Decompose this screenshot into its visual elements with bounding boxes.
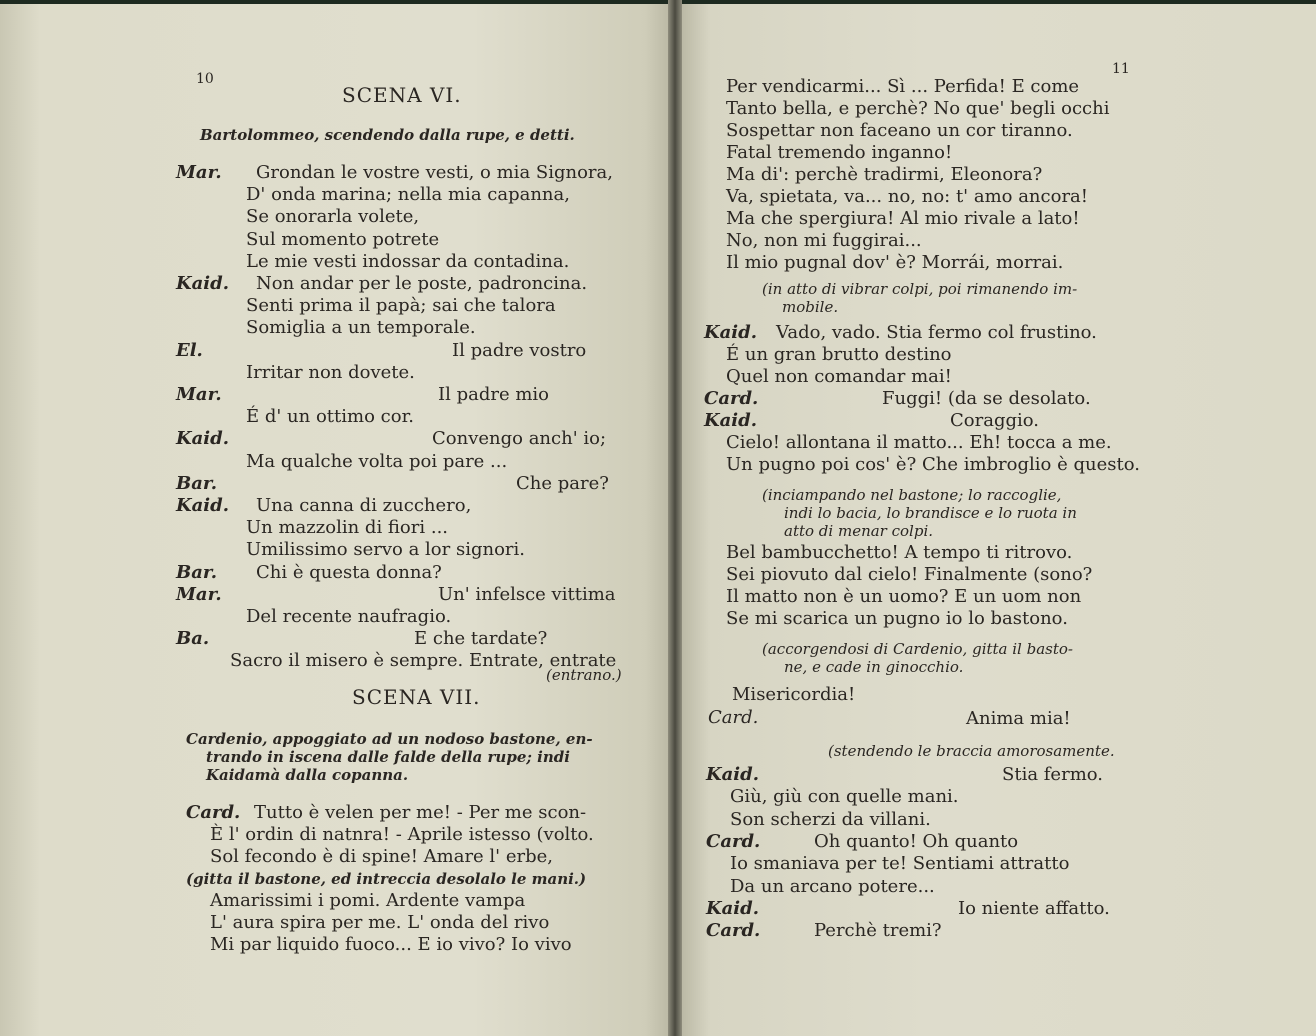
direction-3b: ne, e cade in ginocchio.	[784, 658, 964, 676]
dialogue-line: Del recente naufragio.	[246, 606, 452, 627]
speaker-label: Bar.	[176, 472, 217, 494]
speaker-label: Kaid.	[704, 410, 757, 431]
stage-direction-entrano: (entrano.)	[546, 666, 622, 684]
dialogue-line: Una canna di zucchero,	[256, 495, 472, 516]
direction-2c: atto di menar colpi.	[784, 522, 934, 540]
dialogue-line: É un gran brutto destino	[726, 344, 952, 365]
dialogue-line: Giù, giù con quelle mani.	[730, 786, 959, 808]
dialogue-line: Il mio pugnal dov' è? Morrái, morrai.	[726, 252, 1064, 273]
dialogue-line: Oh quanto! Oh quanto	[814, 830, 1019, 852]
direction-2b: indi lo bacia, lo brandisce e lo ruota in	[784, 504, 1077, 522]
dialogue-line: E che tardate?	[414, 628, 548, 650]
dialogue-line: Le mie vesti indossar da contadina.	[246, 250, 570, 272]
speaker-label: Kaid.	[176, 428, 229, 450]
dialogue-line: Da un arcano potere...	[730, 875, 935, 897]
direction-1a: (in atto di vibrar colpi, poi rimanendo im-	[762, 280, 1078, 298]
line-misericordia: Misericordia!	[732, 684, 856, 705]
dialogue-line: Mi par liquido fuoco... E io vivo? Io vivo	[210, 934, 572, 955]
scene-7-direction-1: Cardenio, appoggiato ad un nodoso bastone, en-	[186, 730, 593, 748]
dialogue-line: Fuggi! (da se desolato.	[882, 388, 1091, 409]
speaker-label: Mar.	[176, 162, 222, 183]
line-anima-mia: Anima mia!	[966, 708, 1071, 729]
direction-1b: mobile.	[782, 298, 839, 316]
dialogue-line: Convengo anch' io;	[432, 428, 607, 450]
speaker-label: Card.	[706, 830, 761, 852]
dialogue-line: Io smaniava per te! Sentiami attratto	[730, 853, 1070, 875]
scene-6-title: SCENA VI.	[342, 83, 462, 107]
dialogue-line: Tutto è velen per me! - Per me scon-	[254, 802, 587, 823]
dialogue-line: Il matto non è un uomo? E un uom non	[726, 586, 1082, 607]
dialogue-line: Non andar per le poste, padroncina.	[256, 273, 588, 294]
dialogue-line: Per vendicarmi... Sì ... Perfida! E come	[726, 76, 1080, 97]
scene-7-direction-3: Kaidamà dalla copanna.	[206, 766, 409, 784]
speaker-label: Kaid.	[704, 322, 757, 343]
dialogue-line: Sacro il misero è sempre. Entrate, entrate	[230, 650, 617, 672]
scene-6-direction: Bartolommeo, scendendo dalla rupe, e detti.	[200, 126, 575, 144]
speaker-card: Card.	[708, 707, 759, 728]
dialogue-line: Sei piovuto dal cielo! Finalmente (sono?	[726, 564, 1093, 585]
dialogue-line: (gitta il bastone, ed intreccia desolalo le mani.)	[186, 870, 587, 888]
dialogue-line: Se mi scarica un pugno io lo bastono.	[726, 608, 1068, 629]
dialogue-line: Un' infelsce vittima	[438, 583, 616, 605]
page-number-left: 10	[196, 71, 214, 87]
dialogue-line: Ma che spergiura! Al mio rivale a lato!	[726, 208, 1080, 229]
dialogue-line: Un mazzolin di fiori ...	[246, 517, 449, 539]
direction-3a: (accorgendosi di Cardenio, gitta il basto-	[762, 640, 1073, 658]
dialogue-line: Senti prima il papà; sai che talora	[246, 295, 556, 317]
dialogue-line: Cielo! allontana il matto... Eh! tocca a me.	[726, 432, 1112, 453]
dialogue-line: Va, spietata, va... no, no: t' amo ancora!	[726, 186, 1089, 207]
dialogue-line: Son scherzi da villani.	[730, 808, 931, 830]
dialogue-line: Coraggio.	[950, 410, 1039, 431]
dialogue-line: D' onda marina; nella mia capanna,	[246, 184, 570, 206]
dialogue-line: Che pare?	[516, 472, 609, 494]
speaker-label: Kaid.	[176, 273, 229, 294]
scene-7-title: SCENA VII.	[352, 685, 481, 709]
dialogue-line: No, non mi fuggirai...	[726, 230, 922, 251]
dialogue-line: Grondan le vostre vesti, o mia Signora,	[256, 162, 613, 183]
dialogue-line: Un pugno poi cos' è? Che imbroglio è questo.	[726, 454, 1140, 475]
dialogue-line: Sol fecondo è di spine! Amare l' erbe,	[210, 846, 554, 867]
speaker-label: Card.	[186, 802, 241, 823]
direction-4: (stendendo le braccia amorosamente.	[828, 742, 1115, 760]
dialogue-line: Io niente affatto.	[958, 897, 1110, 919]
page-number-right: 11	[1112, 61, 1130, 77]
speaker-label: Kaid.	[176, 495, 229, 516]
speaker-label: Ba.	[176, 628, 210, 650]
dialogue-line: È l' ordin di natnra! - Aprile istesso (volto.	[210, 824, 594, 845]
dialogue-line: Il padre mio	[438, 384, 550, 405]
dialogue-line: Perchè tremi?	[814, 920, 942, 942]
dialogue-line: Amarissimi i pomi. Ardente vampa	[210, 890, 526, 911]
scene-7-direction-2: trando in iscena dalle falde della rupe; indi	[206, 748, 570, 766]
dialogue-line: Ma qualche volta poi pare ...	[246, 450, 508, 472]
speaker-label: Bar.	[176, 561, 217, 583]
dialogue-line: Somiglia a un temporale.	[246, 317, 476, 339]
speaker-label: Card.	[704, 388, 759, 409]
dialogue-line: Tanto bella, e perchè? No que' begli occhi	[726, 98, 1110, 119]
speaker-label: Mar.	[176, 384, 222, 405]
dialogue-line: É d' un ottimo cor.	[246, 406, 414, 428]
dialogue-line: Sul momento potrete	[246, 228, 440, 250]
speaker-label: Mar.	[176, 583, 222, 605]
dialogue-line: Chi è questa donna?	[256, 561, 442, 583]
dialogue-line: Fatal tremendo inganno!	[726, 142, 953, 163]
dialogue-line: Bel bambucchetto! A tempo ti ritrovo.	[726, 542, 1073, 563]
dialogue-line: Sospettar non faceano un cor tiranno.	[726, 120, 1073, 141]
speaker-label: Kaid.	[706, 764, 759, 785]
dialogue-line: Ma di': perchè tradirmi, Eleonora?	[726, 164, 1043, 185]
dialogue-line: L' aura spira per me. L' onda del rivo	[210, 912, 550, 933]
dialogue-line: Il padre vostro	[452, 339, 587, 361]
dialogue-line: Se onorarla volete,	[246, 206, 420, 228]
speaker-label: Card.	[706, 920, 761, 942]
book-gutter	[668, 0, 682, 1036]
dialogue-line: Irritar non dovete.	[246, 361, 415, 383]
dialogue-line: Umilissimo servo a lor signori.	[246, 539, 525, 561]
speaker-label: Kaid.	[706, 897, 759, 919]
speaker-label: El.	[176, 339, 203, 361]
dialogue-line: Vado, vado. Stia fermo col frustino.	[776, 322, 1097, 343]
direction-2a: (inciampando nel bastone; lo raccoglie,	[762, 486, 1062, 504]
dialogue-line: Quel non comandar mai!	[726, 366, 952, 387]
dialogue-line: Stia fermo.	[1002, 764, 1104, 785]
